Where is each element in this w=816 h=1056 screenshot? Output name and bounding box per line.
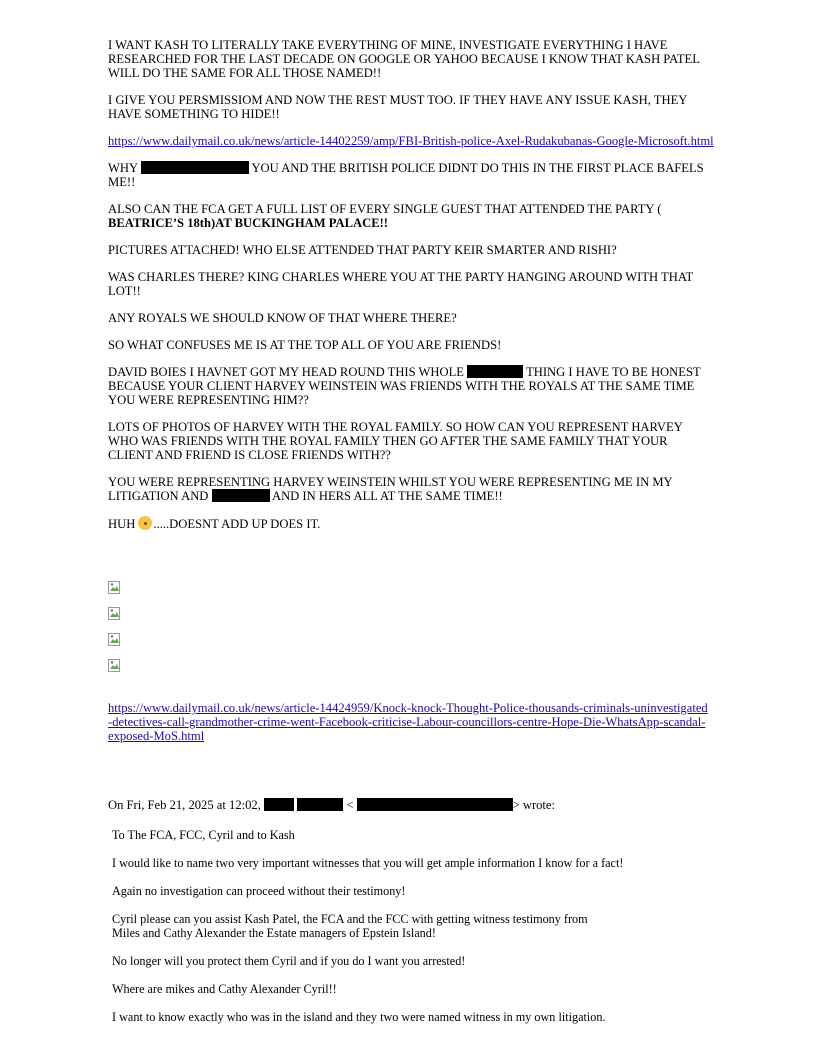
paragraph-7: ANY ROYALS WE SHOULD KNOW OF THAT WHERE THERE? [108, 311, 457, 325]
quoted-message [108, 828, 708, 1024]
quoted-paragraph-2: I would like to name two very important witnesses that you will get ample information I know for a fact! [112, 856, 624, 870]
broken-image-icon[interactable] [108, 581, 122, 595]
paragraph-link-1 [108, 134, 714, 148]
quoted-paragraph-3: Again no investigation can proceed without their testimony! [112, 884, 406, 898]
paragraph-11: YOU WERE REPRESENTING HARVEY WEINSTEIN WHILST YOU WERE REPRESENTING ME IN MY LITIGATION AND AND IN HERS ALL AT THE SAME TIME!! [108, 475, 673, 503]
quoted-paragraph-7: I want to know exactly who was in the island and they two were named witness in my own litigation. [112, 1010, 606, 1024]
dailymail-link-2[interactable]: https://www.dailymail.co.uk/news/article-14424959/Knock-knock-Thought-Police-thousands-criminals-uninvestigated-detectives-call-grandmother-crime-went-Facebook-criticise-Labour-councillors-centre-Hope-Die-WhatsApp-scandal-exposed-MoS.html [108, 701, 708, 743]
quoted-paragraph-5: No longer will you protect them Cyril and if you do I want you arrested! [112, 954, 466, 968]
thinking-face-icon [138, 516, 152, 530]
redaction-box [297, 798, 343, 811]
paragraph-link-2 [108, 701, 708, 743]
paragraph-6: WAS CHARLES THERE? KING CHARLES WHERE YOU AT THE PARTY HANGING AROUND WITH THAT LOT!! [108, 270, 693, 298]
paragraph-8: SO WHAT CONFUSES ME IS AT THE TOP ALL OF YOU ARE FRIENDS! [108, 338, 502, 352]
paragraph-5: PICTURES ATTACHED! WHO ELSE ATTENDED THAT PARTY KEIR SMARTER AND RISHI? [108, 243, 617, 257]
broken-image-icon[interactable] [108, 633, 122, 647]
paragraph-4: ALSO CAN THE FCA GET A FULL LIST OF EVERY SINGLE GUEST THAT ATTENDED THE PARTY ( BEATRICE’S 18th)AT BUCKINGHAM PALACE!! [108, 202, 662, 230]
paragraph-9: DAVID BOIES I HAVNET GOT MY HEAD ROUND THIS WHOLE THING I HAVE TO BE HONEST BECAUSE YOUR CLIENT HARVEY WEINSTEIN WAS FRIENDS WITH THE ROYALS AT THE SAME TIME YOU WERE REPRESENTING HIM?? [108, 365, 701, 407]
broken-image-icon[interactable] [108, 607, 122, 621]
quoted-paragraph-6: Where are mikes and Cathy Alexander Cyril!! [112, 982, 337, 996]
attached-images [108, 581, 708, 673]
dailymail-link-1[interactable]: https://www.dailymail.co.uk/news/article-14402259/amp/FBI-British-police-Axel-Rudakubanas-Google-Microsoft.html [108, 134, 714, 148]
redaction-box [264, 798, 294, 811]
paragraph-1: I WANT KASH TO LITERALLY TAKE EVERYTHING OF MINE, INVESTIGATE EVERYTHING I HAVE RESEARCHED FOR THE LAST DECADE ON GOOGLE OR YAHOO BECAUSE I KNOW THAT KASH PATEL WILL DO THE SAME FOR ALL THOSE NAMED!! [108, 38, 700, 80]
redaction-box [141, 161, 249, 174]
broken-image-icon[interactable] [108, 659, 122, 673]
redaction-box [357, 798, 513, 811]
redaction-box [467, 365, 523, 378]
paragraph-2: I GIVE YOU PERSMISSIOM AND NOW THE REST MUST TOO. IF THEY HAVE ANY ISSUE KASH, THEY HAVE SOMETHING TO HIDE!! [108, 93, 687, 121]
quoted-paragraph-1: To The FCA, FCC, Cyril and to Kash [112, 828, 295, 842]
quoted-paragraph-4: Cyril please can you assist Kash Patel, the FCA and the FCC with getting witness testimony from Miles and Cathy Alexander the Estate managers of Epstein Island! [112, 912, 588, 940]
email-body [108, 38, 714, 1038]
reply-header: On Fri, Feb 21, 2025 at 12:02, < > wrote: [108, 798, 556, 812]
paragraph-12: HUH .....DOESNT ADD UP DOES IT. [108, 517, 321, 531]
paragraph-10: LOTS OF PHOTOS OF HARVEY WITH THE ROYAL FAMILY. SO HOW CAN YOU REPRESENT HARVEY WHO WAS FRIENDS WITH THE ROYAL FAMILY THEN GO AFTER THE SAME FAMILY THAT YOUR CLIENT AND FRIEND IS CLOSE FRIENDS WITH?? [108, 420, 683, 462]
redaction-box [212, 489, 270, 502]
paragraph-3: WHY YOU AND THE BRITISH POLICE DIDNT DO THIS IN THE FIRST PLACE BAFELS ME!! [108, 161, 704, 189]
